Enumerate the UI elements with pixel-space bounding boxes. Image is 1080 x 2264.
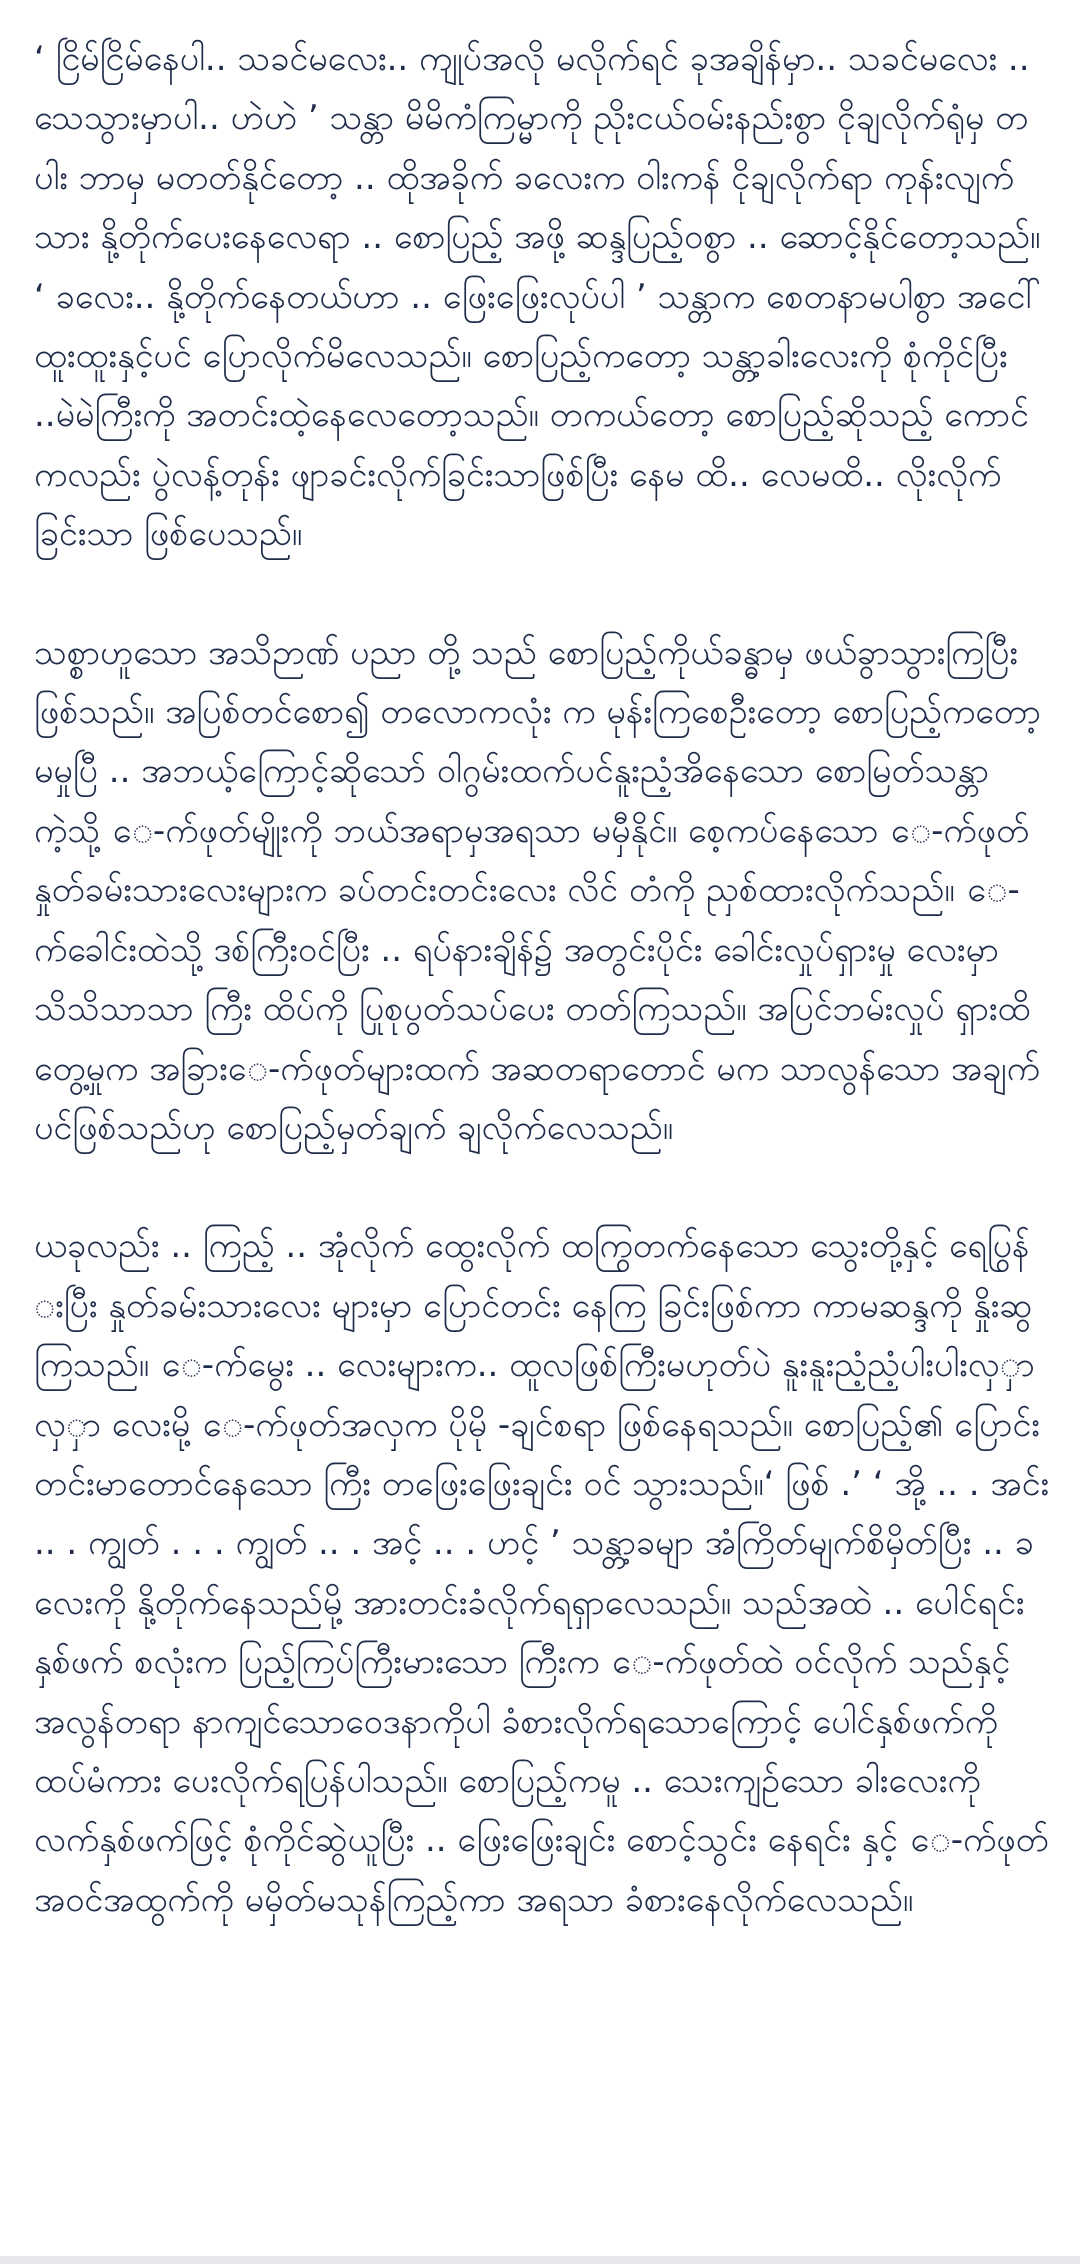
paragraph-1 xyxy=(34,30,1050,565)
bottom-divider xyxy=(0,2256,1080,2264)
paragraph-3 xyxy=(34,1217,1050,1930)
paragraph-text: ယခုလည်း .. ကြည့် .. အုံလိုက် ထွေးလိုက် ထကြွတက်နေသော သွေးတို့နှင့် ရေပြွန် းပြီး နှုတ်ခမ်းသားလေး များမှာ ပြောင်တင်း နေကြ ခြင်းဖြစ်ကာ ကာမဆန္ဒကို နှိုးဆွကြသည်။ ေ-က်မွေး .. လေးများက.. ထူလဖြစ်ကြီးမဟုတ်ပဲ နူးနူးညံ့ညံ့ပါးပါးလှှာလှှာ လေးမို့ ေ-က်ဖုတ်အလှက ပိုမို -ချင်စရာ ဖြစ်နေရသည်။ စောပြည့်၏ ပြောင်းတင်းမာတောင်နေသော ကြီး တဖြေးဖြေးချင်း ဝင် သွားသည်။‘ ဖြစ် .’ ‘ အို့ .. . အင်း .. . ကျွတ် . . . ကျွတ် .. . အင့် .. . ဟင့် ’ သန္တာ့ခမျာ အံကြိတ်မျက်စိမှိတ်ပြီး .. ခလေးကို နို့တိုက်နေသည်မို့ အားတင်းခံလိုက်ရရှာလေသည်။ သည်အထဲ .. ပေါင်ရင်းနှစ်ဖက် စလုံးက ပြည့်ကြပ်ကြီးမားသော ကြီးက ေ-က်ဖုတ်ထဲ ဝင်လိုက် သည်နှင့် အလွန်တရာ နာကျင်သောဝေဒနာကိုပါ ခံစားလိုက်ရသောကြောင့် ပေါင်နှစ်ဖက်ကို ထပ်မံကား ပေးလိုက်ရပြန်ပါသည်။ စောပြည့်ကမူ .. သေးကျဉ်သော ခါးလေးကို လက်နှစ်ဖက်ဖြင့် စုံကိုင်ဆွဲယူပြီး .. ဖြေးဖြေးချင်း စောင့်သွင်း နေရင်း နှင့် ေ-က်ဖုတ် အဝင်အထွက်ကို မမှိတ်မသုန်ကြည့်ကာ အရသာ ခံစားနေလိုက်လေသည်။ xyxy=(34,1226,1050,1920)
paragraph-text: သစ္စာဟူသော အသိဉာဏ် ပညာ တို့ သည် စောပြည့်ကိုယ်ခန္ဓာမှ ဖယ်ခွာသွားကြပြီးဖြစ်သည်။ အပြစ်တင်စော၍ တလောကလုံး က မုန်းကြစေဦးတော့ စောပြည့်ကတော့ မမှုပြီ .. အဘယ့်ကြောင့်ဆိုသော် ဝါဂွမ်းထက်ပင်နူးညံ့အိနေသော စောမြတ်သန္တာကဲ့သို့ ေ-က်ဖုတ်မျိုးကို ဘယ်အရာမှအရသာ မမှီနိုင်။ စေ့ကပ်နေသော ေ-က်ဖုတ် နှုတ်ခမ်းသားလေးများက ခပ်တင်းတင်းလေး လိင် တံကို ညှစ်ထားလိုက်သည်။ ေ-က်ခေါင်းထဲသို့ ဒစ်ကြီးဝင်ပြီး .. ရပ်နားချိန်၌ အတွင်းပိုင်း ခေါင်းလှုပ်ရှားမှု လေးမှာ သိသိသာသာ ကြီး ထိပ်ကို ပြုစုပွတ်သပ်ပေး တတ်ကြသည်။ အပြင်ဘမ်းလှုပ် ရှားထိတွေ့မှုက အခြားေ-က်ဖုတ်များထက် အဆတရာတောင် မက သာလွန်သော အချက်ပင်ဖြစ်သည်ဟု စောပြည့်မှတ်ချက် ချလိုက်လေသည်။ xyxy=(34,632,1041,1148)
paragraph-2 xyxy=(34,624,1050,1159)
paragraph-text: ‘ ငြိမ်ငြိမ်နေပါ.. သခင်မလေး.. ကျုပ်အလို မလိုက်ရင် ခုအချိန်မှာ.. သခင်မလေး .. သေသွားမှာပါ.. ဟဲဟဲ ’ သန္တာ မိမိကံကြမ္မာကို ညိုးငယ်ဝမ်းနည်းစွာ ငိုချလိုက်ရုံမှ တပါး ဘာမှ မတတ်နိုင်တော့ .. ထိုအခိုက် ခလေးက ဝါးကန် ငိုချလိုက်ရာ ကုန်းလျက်သား နို့တိုက်ပေးနေလေရာ .. စောပြည့် အဖို့ ဆန္ဒပြည့်ဝစွာ .. ဆောင့်နိုင်တော့သည်။ ‘ ခလေး.. နို့တိုက်နေတယ်ဟာ .. ဖြေးဖြေးလုပ်ပါ ’ သန္တာက စေတနာမပါစွာ အငေါ်ထူးထူးနှင့်ပင် ပြောလိုက်မိလေသည်။ စောပြည့်ကတော့ သန္တာ့ခါးလေးကို စုံကိုင်ပြီး ..မဲမဲကြီးကို အတင်းထဲ့နေလေတော့သည်။ တကယ်တော့ စောပြည့်ဆိုသည့် ကောင်ကလည်း ပွဲလန့်တုန်း ဖျာခင်းလိုက်ခြင်းသာဖြစ်ပြီး နေမ ထိ.. လေမထိ.. လိုးလိုက်ခြင်းသာ ဖြစ်ပေသည်။ xyxy=(34,39,1041,555)
